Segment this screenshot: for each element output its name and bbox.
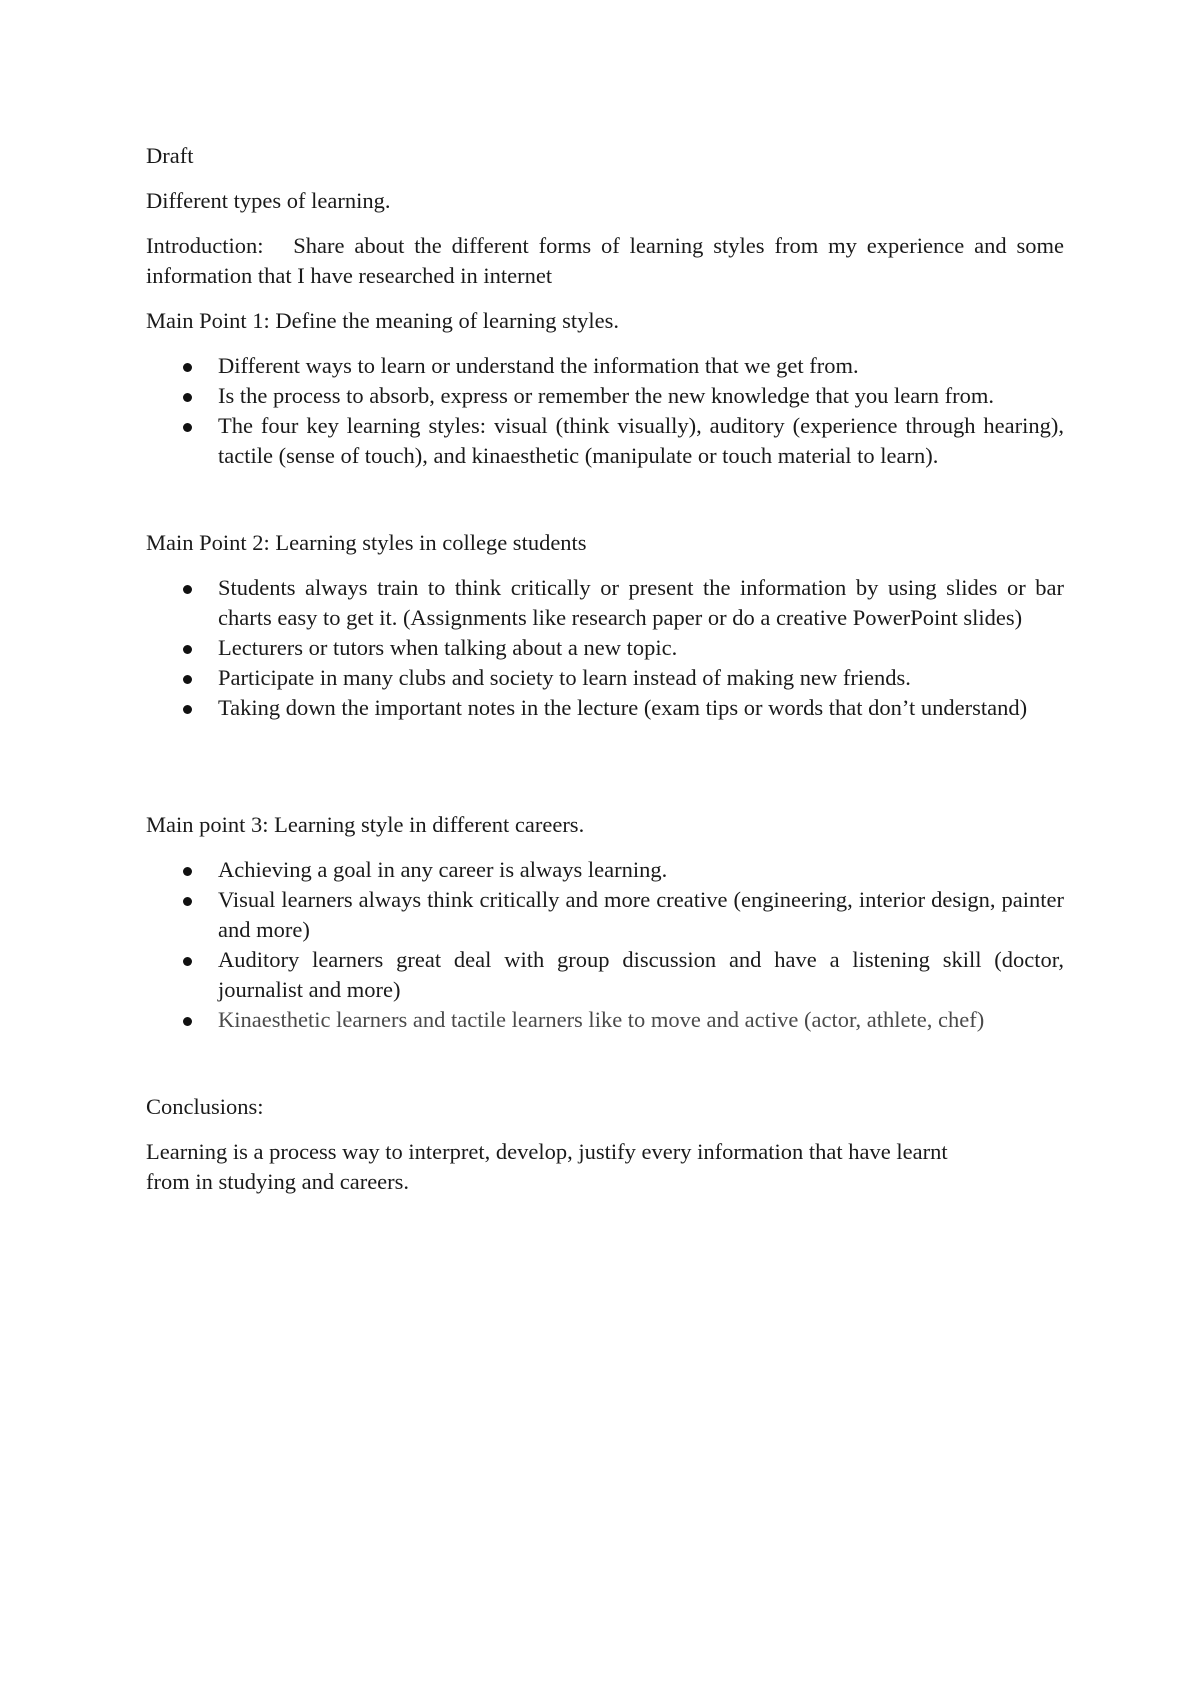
list-item	[146, 381, 1064, 411]
list-item	[146, 693, 1064, 723]
bullet-icon	[183, 705, 192, 714]
bullet-icon	[183, 675, 192, 684]
main-point-3-title: Main point 3: Learning style in different careers.	[146, 812, 585, 837]
introduction-label: Introduction:	[146, 233, 264, 258]
list-item	[146, 1005, 1064, 1035]
list-item-text: Participate in many clubs and society to learn instead of making new friends.	[218, 665, 911, 690]
main-point-3-list	[146, 855, 1064, 1035]
list-item	[146, 885, 1064, 945]
list-item	[146, 945, 1064, 1005]
bullet-icon	[183, 1017, 192, 1026]
list-item	[146, 573, 1064, 633]
bullet-icon	[183, 867, 192, 876]
list-item-text: Is the process to absorb, express or remember the new knowledge that you learn from.	[218, 383, 995, 408]
conclusion-text-line-2: from in studying and careers.	[146, 1169, 410, 1194]
list-item-text: Lecturers or tutors when talking about a new topic.	[218, 635, 678, 660]
main-point-2-list	[146, 573, 1064, 723]
list-item	[146, 663, 1064, 693]
bullet-icon	[183, 897, 192, 906]
main-point-1-title: Main Point 1: Define the meaning of learning styles.	[146, 308, 620, 333]
list-item	[146, 855, 1064, 885]
bullet-icon	[183, 957, 192, 966]
list-item	[146, 633, 1064, 663]
main-point-2-title: Main Point 2: Learning styles in college students	[146, 530, 587, 555]
list-item-text: Different ways to learn or understand the information that we get from.	[218, 353, 859, 378]
list-item-text: Auditory learners great deal with group discussion and have a listening skill (doctor, journalist and more)	[218, 947, 1064, 1002]
list-item-text: Taking down the important notes in the lecture (exam tips or words that don’t understand)	[218, 695, 1028, 720]
list-item-text: Achieving a goal in any career is always learning.	[218, 857, 668, 882]
document-title: Different types of learning.	[146, 188, 391, 213]
introduction-text: Share about the different forms of learning styles from my experience and some information that I have researched in internet	[146, 233, 1064, 288]
bullet-icon	[183, 393, 192, 402]
list-item-text: Students always train to think critically or present the information by using slides or bar charts easy to get it. (Assignments like research paper or do a creative PowerPoint slides)	[218, 575, 1064, 630]
list-item	[146, 351, 1064, 381]
bullet-icon	[183, 645, 192, 654]
main-point-1-list	[146, 351, 1064, 471]
conclusion-text-line-1: Learning is a process way to interpret, develop, justify every information that have learnt	[146, 1139, 948, 1164]
introduction-paragraph	[146, 231, 1064, 291]
conclusion-label: Conclusions:	[146, 1094, 264, 1119]
bullet-icon	[183, 363, 192, 372]
list-item-text: Visual learners always think critically and more creative (engineering, interior design, painter and more)	[218, 887, 1064, 942]
bullet-icon	[183, 423, 192, 432]
document-page	[146, 141, 1064, 1197]
bullet-icon	[183, 585, 192, 594]
draft-heading: Draft	[146, 143, 194, 168]
list-item-text: The four key learning styles: visual (think visually), auditory (experience through hearing), tactile (sense of touch), and kinaesthetic (manipulate or touch material to learn).	[218, 413, 1064, 468]
list-item	[146, 411, 1064, 471]
conclusion-text	[146, 1137, 1064, 1197]
list-item-text: Kinaesthetic learners and tactile learners like to move and active (actor, athlete, chef)	[218, 1007, 985, 1032]
